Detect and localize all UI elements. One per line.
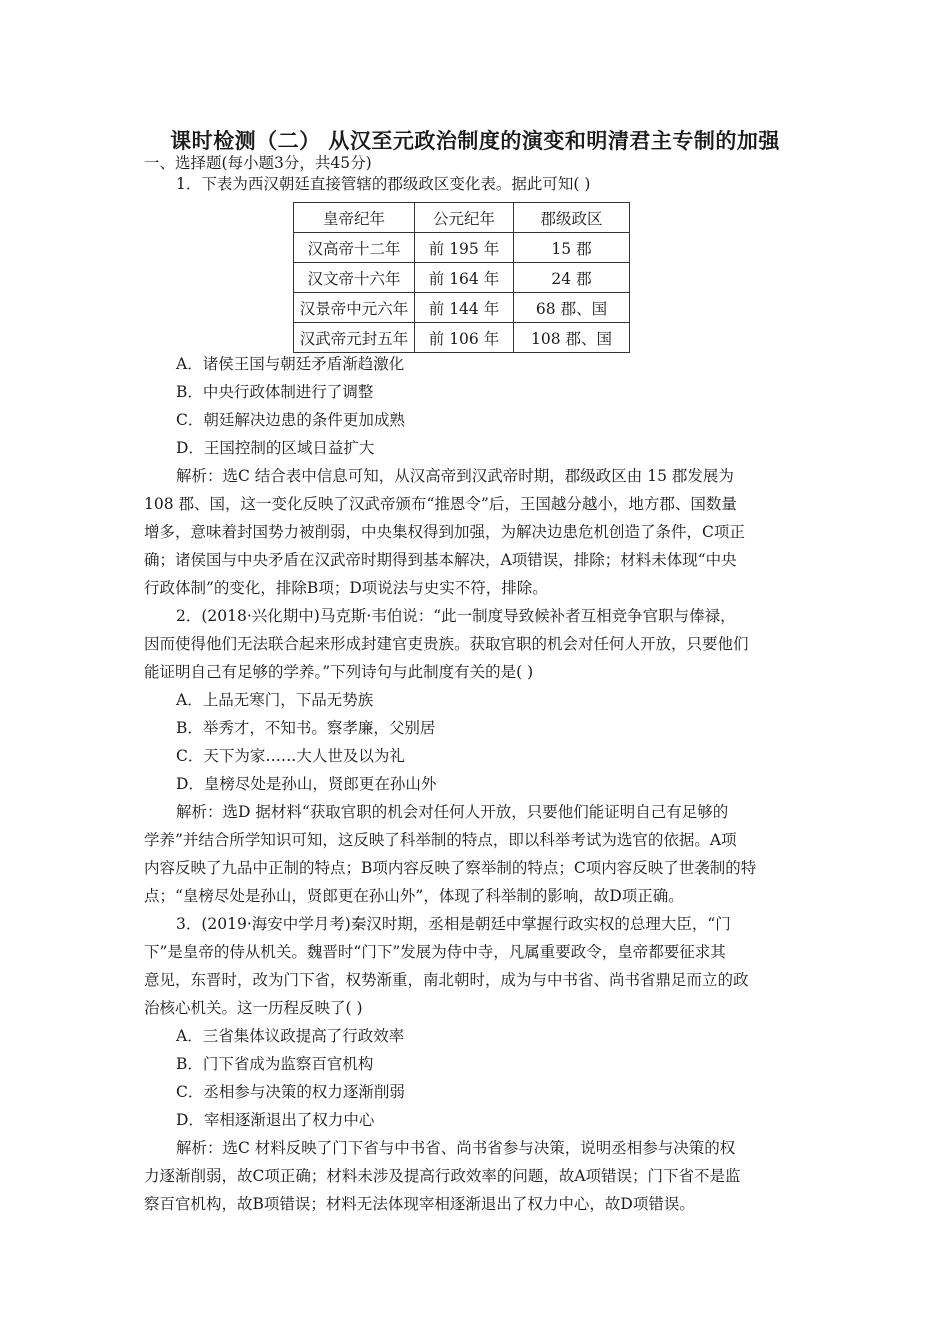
option-d: D．皇榜尽处是孙山，贤郎更在孙山外: [176, 775, 437, 793]
question-2-stem: 能证明自己有足够的学养。”下列诗句与此制度有关的是( ): [144, 663, 534, 681]
table-cell: 108 郡、国: [514, 323, 630, 353]
option-b: B．门下省成为监察百官机构: [176, 1055, 374, 1073]
table-row: [294, 263, 630, 293]
analysis-line: 解析：选D 据材料“获取官职的机会对任何人开放，只要他们能证明自己有足够的: [176, 803, 729, 821]
table-cell: 24 郡: [514, 263, 630, 293]
table-row: [294, 233, 630, 263]
option-a: A．诸侯王国与朝廷矛盾渐趋激化: [176, 355, 405, 373]
table-header-row: [294, 203, 630, 233]
analysis-line: 增多，意味着封国势力被削弱，中央集权得到加强，为解决边患危机创造了条件，C项正: [144, 523, 745, 541]
analysis-line: 确；诸侯国与中央矛盾在汉武帝时期得到基本解决，A项错误，排除；材料未体现“中央: [144, 551, 737, 569]
option-c: C．朝廷解决边患的条件更加成熟: [176, 411, 405, 429]
table-row: [294, 323, 630, 353]
option-d: D．宰相逐渐退出了权力中心: [176, 1111, 375, 1129]
analysis-line: 108 郡、国，这一变化反映了汉武帝颁布“推恩令”后，王国越分越小，地方郡、国数量: [144, 495, 737, 513]
table-header: 公元纪年: [415, 203, 514, 233]
table-cell: 汉武帝元封五年: [294, 323, 415, 353]
analysis-line: 学养”并结合所学知识可知，这反映了科举制的特点，即以科举考试为选官的依据。A项: [144, 831, 737, 849]
table-row: [294, 293, 630, 323]
table-cell: 前 106 年: [415, 323, 514, 353]
question-1-stem: 1．下表为西汉朝廷直接管辖的郡级政区变化表。据此可知( ): [176, 175, 591, 193]
question-2-stem: 因而使得他们无法联合起来形成封建官吏贵族。获取官职的机会对任何人开放，只要他们: [144, 635, 749, 653]
table-cell: 汉景帝中元六年: [294, 293, 415, 323]
analysis-line: 力逐渐削弱，故C项正确；材料未涉及提高行政效率的问题，故A项错误；门下省不是监: [144, 1167, 741, 1185]
table-cell: 前 195 年: [415, 233, 514, 263]
table-cell: 汉高帝十二年: [294, 233, 415, 263]
question-3-stem: 意见，东晋时，改为门下省，权势渐重，南北朝时，成为与中书省、尚书省鼎足而立的政: [144, 971, 749, 989]
table-header: 郡级政区: [514, 203, 630, 233]
option-a: A．上品无寒门，下品无势族: [176, 691, 374, 709]
question-3-stem: 下”是皇帝的侍从机关。魏晋时“门下”发展为侍中寺，凡属重要政令，皇帝都要征求其: [144, 943, 726, 961]
question-3-stem: 3．(2019·海安中学月考)秦汉时期，丞相是朝廷中掌握行政实权的总理大臣，“门: [176, 915, 731, 933]
analysis-line: 察百官机构，故B项错误；材料无法体现宰相逐渐退出了权力中心，故D项错误。: [144, 1195, 695, 1213]
analysis-line: 内容反映了九品中正制的特点；B项内容反映了察举制的特点；C项内容反映了世袭制的特: [144, 859, 757, 877]
table-header: 皇帝纪年: [294, 203, 415, 233]
option-d: D．王国控制的区域日益扩大: [176, 439, 375, 457]
option-b: B．中央行政体制进行了调整: [176, 383, 374, 401]
question-3-stem: 治核心机关。这一历程反映了( ): [144, 999, 363, 1017]
table-cell: 68 郡、国: [514, 293, 630, 323]
table-cell: 汉文帝十六年: [294, 263, 415, 293]
option-c: C．丞相参与决策的权力逐渐削弱: [176, 1083, 405, 1101]
question-2-stem: 2．(2018·兴化期中)马克斯·韦伯说：“此一制度导致候补者互相竞争官职与俸禄，: [176, 607, 736, 625]
option-c: C．天下为家……大人世及以为礼: [176, 747, 405, 765]
table-cell: 15 郡: [514, 233, 630, 263]
section-heading: 一、选择题(每小题3分，共45分): [144, 154, 372, 172]
page-title: 课时检测（二） 从汉至元政治制度的演变和明清君主专制的加强: [170, 129, 780, 153]
analysis-line: 解析：选C 结合表中信息可知，从汉高帝到汉武帝时期，郡级政区由 15 郡发展为: [176, 467, 734, 485]
analysis-line: 行政体制”的变化，排除B项；D项说法与史实不符，排除。: [144, 579, 548, 597]
option-b: B．举秀才，不知书。察孝廉，父别居: [176, 719, 436, 737]
table-cell: 前 164 年: [415, 263, 514, 293]
analysis-line: 点；“皇榜尽处是孙山，贤郎更在孙山外”，体现了科举制的影响，故D项正确。: [144, 887, 684, 905]
table-cell: 前 144 年: [415, 293, 514, 323]
option-a: A．三省集体议政提高了行政效率: [176, 1027, 405, 1045]
analysis-line: 解析：选C 材料反映了门下省与中书省、尚书省参与决策，说明丞相参与决策的权: [176, 1139, 736, 1157]
prefecture-table: [293, 202, 630, 353]
